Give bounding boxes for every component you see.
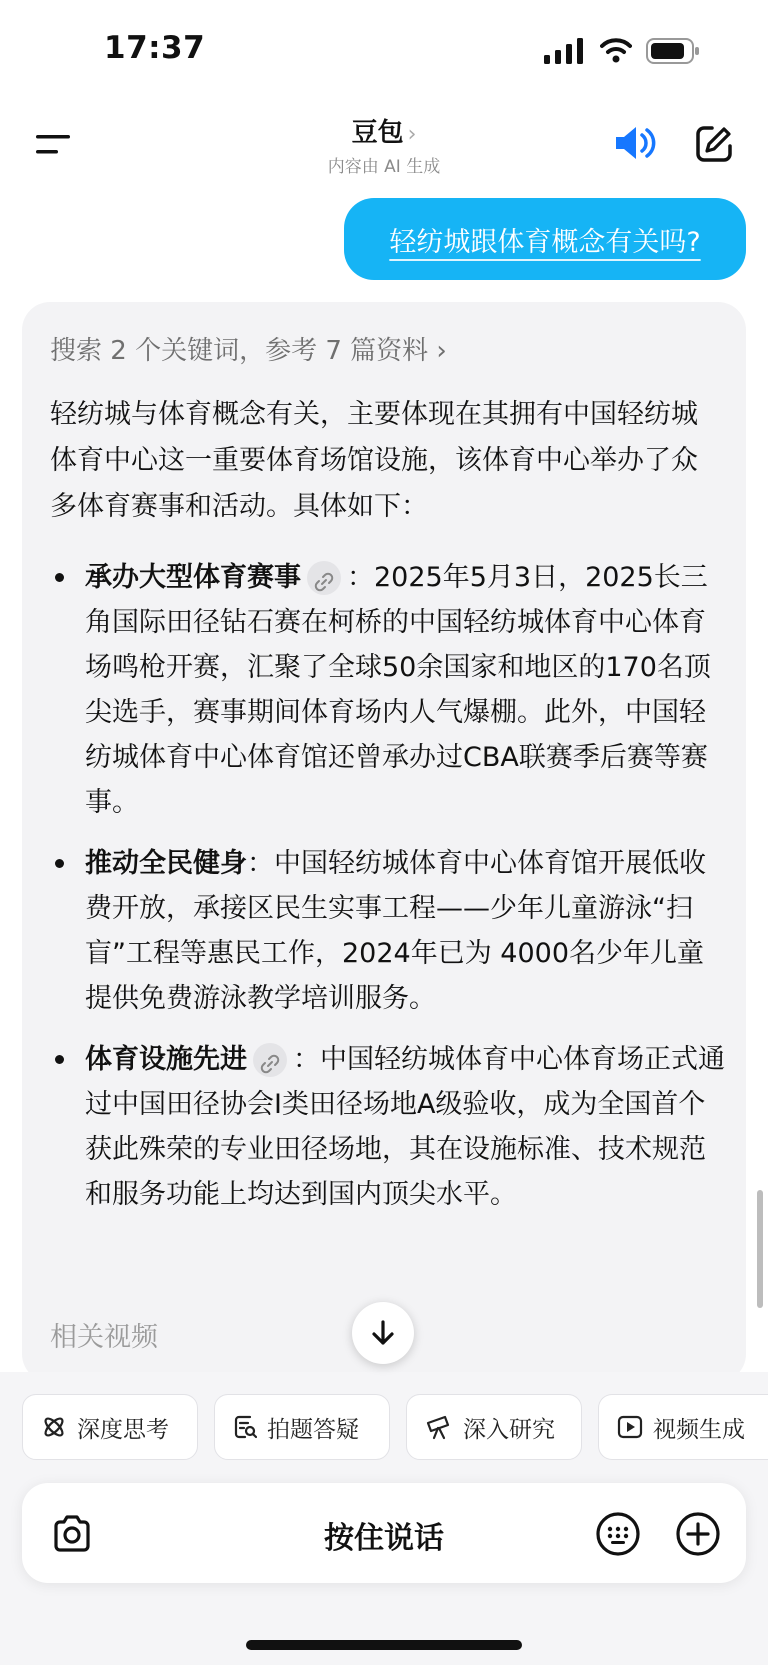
search-references-link[interactable]: 搜索 2 个关键词，参考 7 篇资料 › [50, 336, 447, 366]
bullet-title: 推动全民健身 [85, 848, 247, 879]
atom-icon [41, 1414, 67, 1440]
quick-action-label: 拍题答疑 [267, 1416, 359, 1443]
list-item [50, 841, 730, 1021]
quick-action-deep-thinking[interactable] [22, 1394, 198, 1460]
list-item [50, 1037, 730, 1217]
related-videos-heading: 相关视频 [50, 1322, 158, 1353]
answer-intro-text: 轻纺城与体育概念有关，主要体现在其拥有中国轻纺城体育中心这一重要体育场馆设施，该体育中心举办了众多体育赛事和活动。具体如下： [50, 399, 698, 522]
bullet-text: 中国轻纺城体育中心体育馆开展低收费开放，承接区民生实事工程——少年儿童游泳“扫盲”工程等惠民工作，2024年已为 4000名少年儿童提供免费游泳教学培训服务。 [85, 848, 706, 1014]
ai-generated-notice: 内容由 AI 生成 [327, 157, 441, 177]
plus-icon[interactable] [674, 1510, 722, 1558]
new-chat-edit-icon[interactable] [694, 124, 734, 164]
quick-action-video-generation[interactable] [598, 1394, 768, 1460]
reference-link-icon[interactable] [253, 1043, 287, 1077]
user-message-bubble[interactable] [344, 198, 746, 280]
bullet-text: 中国轻纺城体育中心体育场正式通过中国田径协会Ⅰ类田径场地A级验收，成为全国首个获此殊荣的专业田径场地，其在设施标准、技术规范和服务功能上均达到国内顶尖水平。 [85, 1044, 725, 1210]
quick-action-label: 深度思考 [77, 1416, 169, 1443]
play-video-icon [617, 1414, 643, 1440]
cellular-signal-icon [544, 38, 584, 64]
reference-link-icon[interactable] [307, 561, 341, 595]
bullet-title: 体育设施先进 [85, 1044, 247, 1075]
scan-document-icon [233, 1414, 257, 1440]
bullet-colon: ： [247, 848, 274, 879]
battery-icon [646, 38, 700, 64]
bullet-title: 承办大型体育赛事 [85, 562, 301, 593]
bullet-colon: ： [347, 562, 374, 593]
quick-action-label: 视频生成 [653, 1416, 745, 1443]
bullet-text: 2025年5月3日，2025长三角国际田径钻石赛在柯桥的中国轻纺城体育中心体育场鸣枪开赛，汇聚了全球50余国家和地区的170名顶尖选手，赛事期间体育场内人气爆棚。此外，中国轻纺城体育中心体育馆还曾承办过CBA联赛季后赛等赛事。 [85, 562, 711, 818]
bullet-dot [55, 859, 64, 868]
list-item [50, 555, 730, 825]
scroll-to-bottom-button[interactable] [352, 1302, 414, 1364]
quick-action-photo-question[interactable] [214, 1394, 390, 1460]
scrollbar[interactable] [757, 1190, 763, 1308]
wifi-icon [600, 36, 632, 64]
bullet-dot [55, 573, 64, 582]
status-time: 17:37 [104, 30, 206, 66]
bullet-colon: ： [293, 1044, 320, 1075]
telescope-icon [425, 1414, 453, 1440]
home-indicator[interactable] [246, 1640, 522, 1650]
keyboard-icon[interactable] [594, 1510, 642, 1558]
speaker-icon[interactable] [612, 122, 658, 164]
bullet-dot [55, 1055, 64, 1064]
chat-title-text: 豆包 [351, 118, 404, 148]
user-message-text: 轻纺城跟体育概念有关吗? [389, 226, 701, 258]
quick-action-label: 深入研究 [463, 1416, 555, 1443]
arrow-down-icon [370, 1319, 396, 1347]
chevron-right-icon: › [407, 122, 417, 147]
hold-to-talk-button[interactable]: 按住说话 [324, 1521, 444, 1556]
answer-bullet-list [50, 555, 730, 1233]
quick-action-deep-research[interactable] [406, 1394, 582, 1460]
